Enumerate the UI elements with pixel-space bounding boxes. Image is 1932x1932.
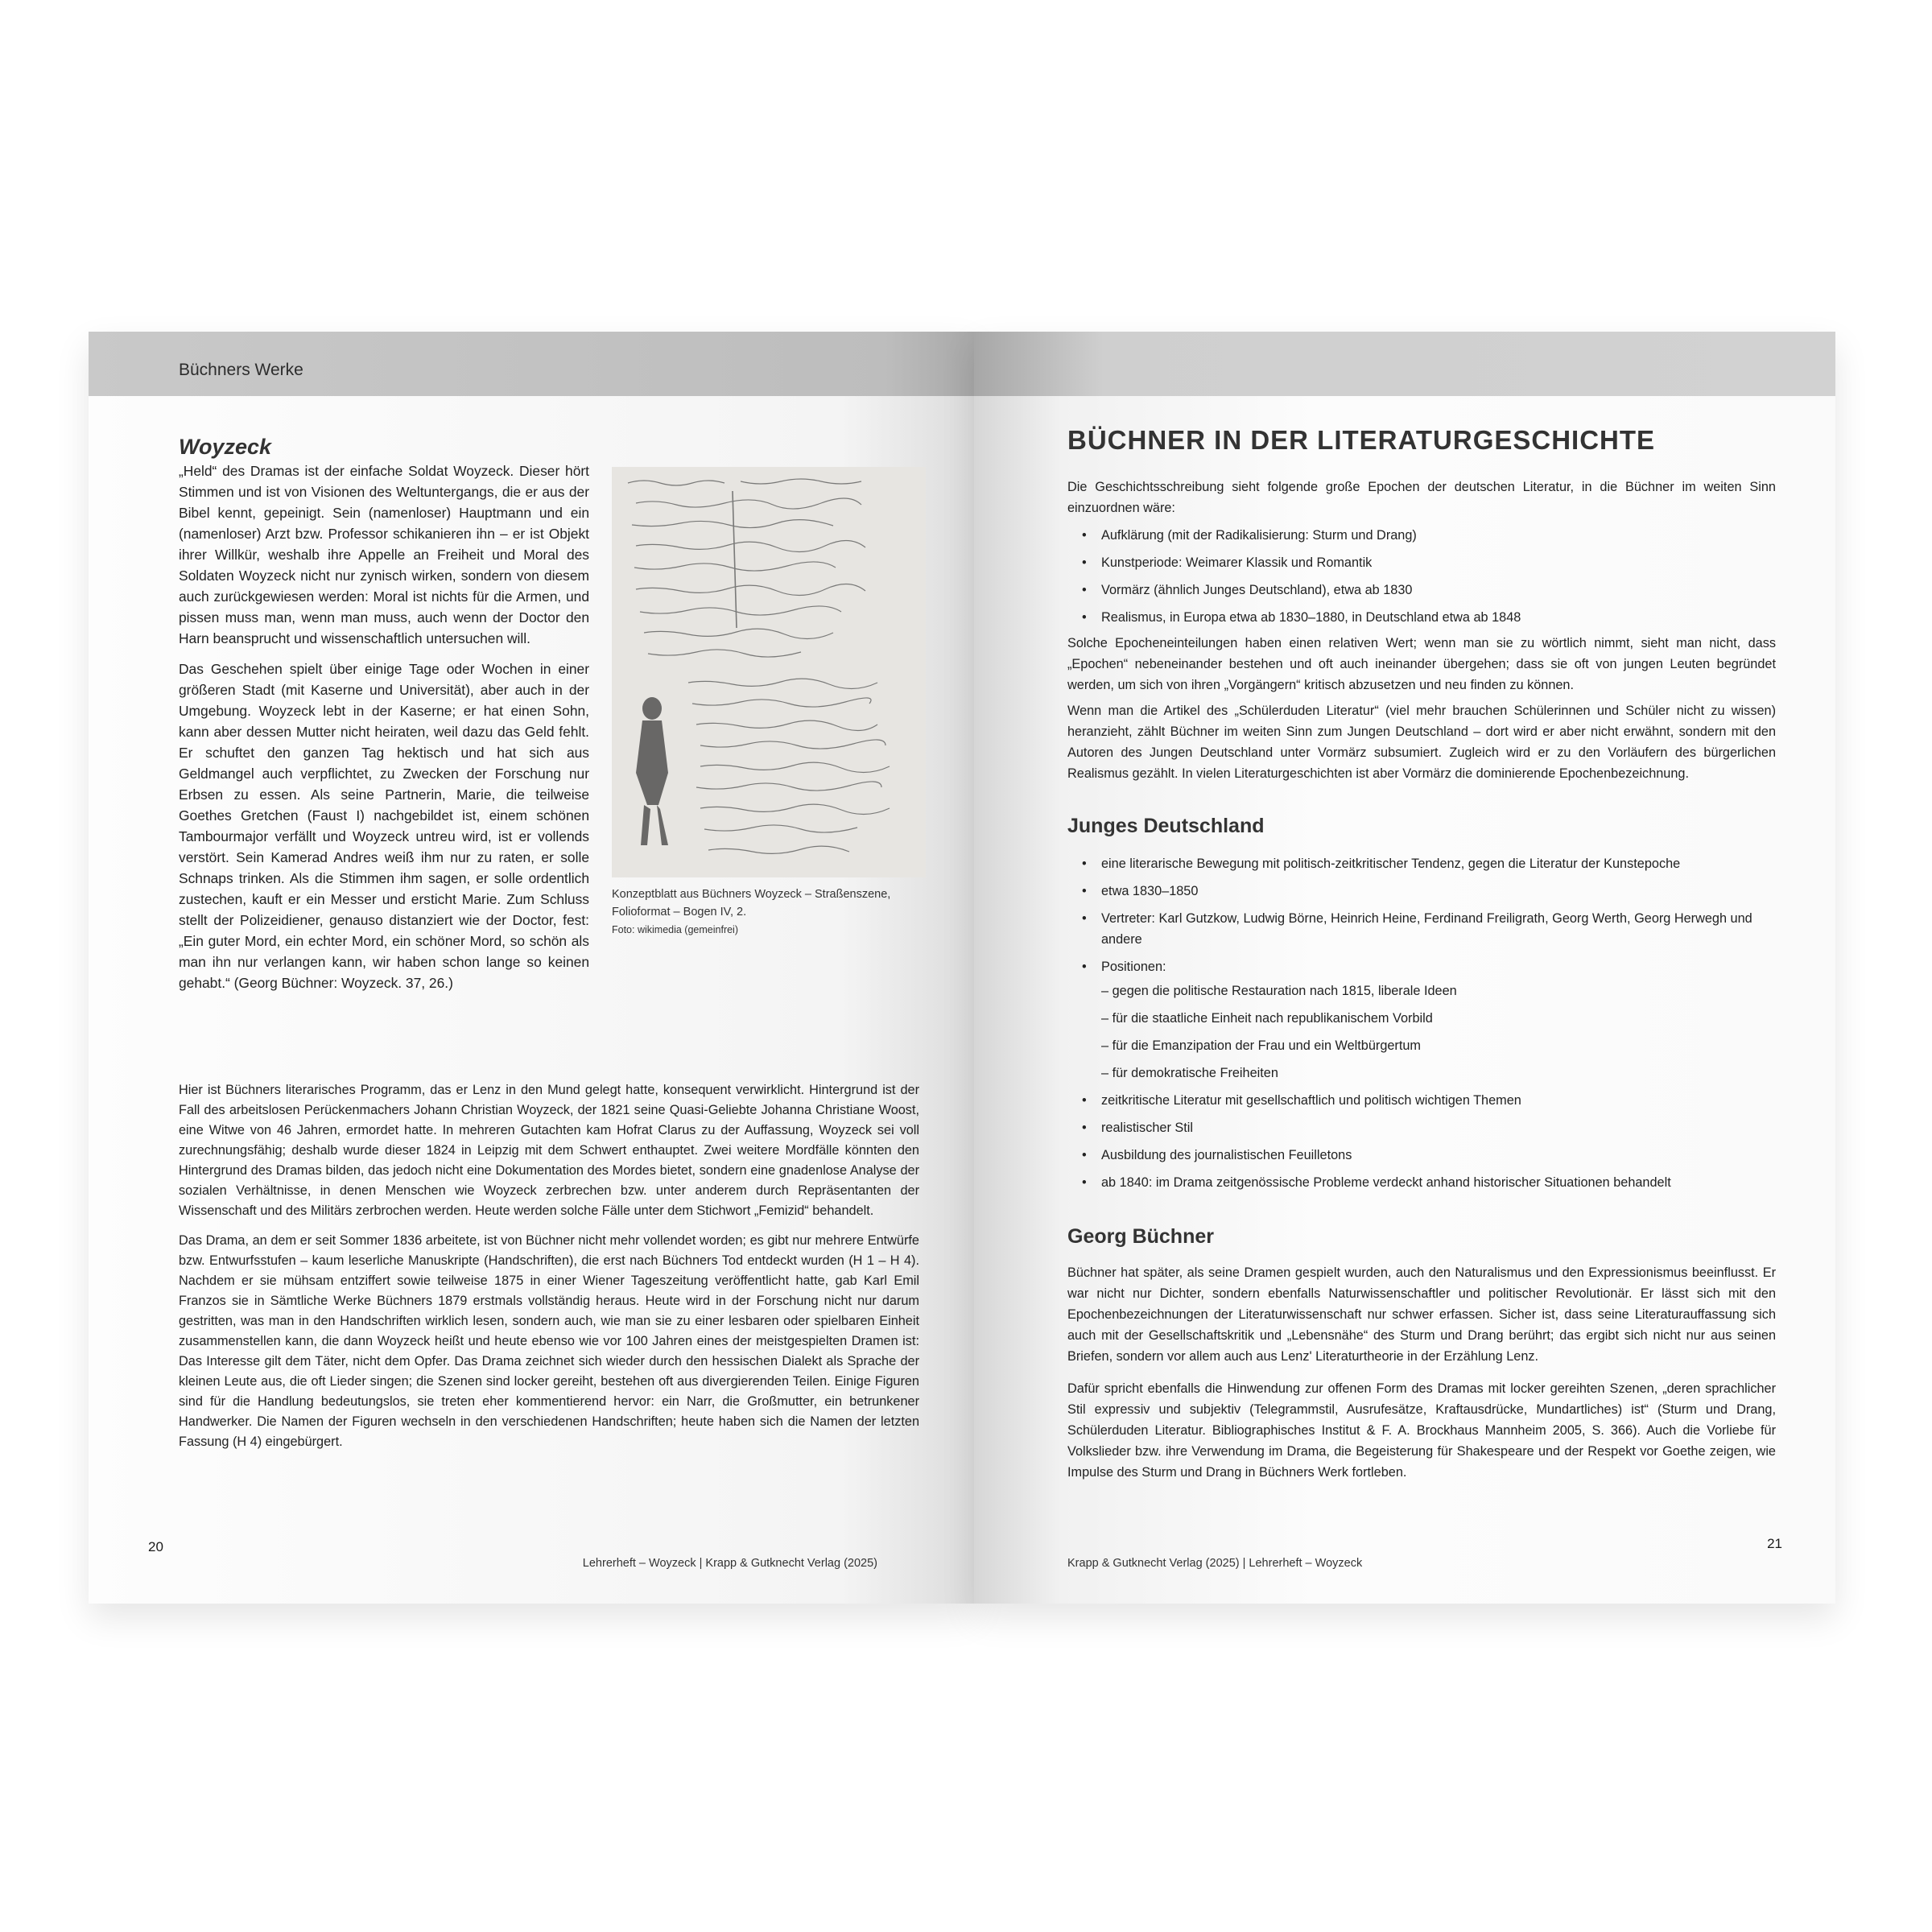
paragraph: Das Drama, an dem er seit Sommer 1836 arbeitete, ist von Büchner nicht mehr vollendet worden; es gibt nur mehrere Entwürfe bzw. Entwurfsstufen – kaum leserliche Manuskripte (Handschriften), die erst nach Büchners Tod entdeckt wurden (H 1 – H 4). Nachdem er sie mühsam entziffert sowie teilweise 1875 in einer Wiener Tageszeitung veröffentlicht hatte, gab Karl Emil Franzos sie in Sämtliche Werke Büchners 1879 erstmals vollständig heraus. Heute wird in der Forschung nicht nur darum gestritten, was man in den Handschriften wirklich lesen, sondern auch, wie man sie zu einer lesbaren oder spielbaren Einheit zusammenstellen kann, die dann Woyzeck heißt und heute ebenso wie vor 100 Jahren eines der meistgespielten Dramen ist: Das Interesse gilt dem Täter, nicht dem Opfer. Das Drama zeichnet sich wieder durch den hessischen Dialekt als Sprache der kleinen Leute aus, die oft Lieder singen; die Szenen sind locker gereiht, bestehen oft aus divergierenden Teilen. Einige Figuren sind für die Handlung bedeutungslos, sie treten eher kommentierend hervor: ein Narr, die Großmutter, ein betrunkener Handwerker. Die Namen der Figuren wechseln in den verschiedenen Handschriften; heute haben sich die Namen der letzten Fassung (H 4) eingebürgert.	[179, 1233, 919, 1449]
body-text	[1067, 633, 1776, 789]
list-item: • Realismus, in Europa etwa ab 1830–1880, in Deutschland etwa ab 1848	[1079, 607, 1771, 628]
page-footer: Krapp & Gutknecht Verlag (2025) | Lehrerheft – Woyzeck	[1067, 1557, 1363, 1570]
subhead-junges-deutschland: Junges Deutschland	[1067, 815, 1265, 837]
list-item	[1079, 956, 1771, 1084]
list-item: • Kunstperiode: Weimarer Klassik und Romantik	[1079, 552, 1771, 573]
list-item: • Aufklärung (mit der Radikalisierung: Sturm und Drang)	[1079, 525, 1771, 546]
paragraph: Hier ist Büchners literarisches Programm, das er Lenz in den Mund gelegt hatte, konsequent verwirklicht. Hintergrund ist der Fall des arbeitslosen Perückenmachers Johann Christian Woyzeck, der 1821 seine Quasi-Geliebte Johanna Christiane Woost, eine Witwe von 46 Jahren, ermordet hatte. In mehreren Gutachten kam Hofrat Clarus zu der Auffassung, Woyzeck sei voll zurechnungsfähig; deshalb wurde dieser 1824 in Leipzig mit dem Schwert enthauptet. Zwei weitere Mordfälle könnten den Hintergrund des Dramas bilden, das jedoch nicht eine Dokumentation des Mordes bietet, sondern eine gnadenlose Analyse der sozialen Verhältnisse, in denen Menschen wie Woyzeck zerbrechen bzw. unter anderem durch Repräsentanten der Wissenschaft und des Militärs zerbrochen werden. Heute werden solche Fälle unter dem Stichwort „Femizid“ behandelt.	[179, 1083, 919, 1218]
list-item: • Ausbildung des journalistischen Feuilletons	[1079, 1145, 1771, 1166]
running-head: Büchners Werke	[179, 361, 303, 379]
list-item: • zeitkritische Literatur mit gesellschaftlich und politisch wichtigen Themen	[1079, 1090, 1771, 1111]
intro-text: Die Geschichtsschreibung sieht folgende große Epochen der deutschen Literatur, in die Büchner im weiten Sinn einzuordnen wäre:	[1067, 480, 1776, 515]
caption-credit: Foto: wikimedia (gemeinfrei)	[612, 924, 738, 935]
right-page	[974, 332, 1835, 1604]
page-number: 21	[1767, 1536, 1782, 1551]
section-title: Woyzeck	[179, 435, 272, 459]
page-footer: Lehrerheft – Woyzeck | Krapp & Gutknecht Verlag (2025)	[582, 1557, 877, 1570]
caption-line: Konzeptblatt aus Büchners Woyzeck – Straßenszene,	[612, 888, 891, 901]
list-item: • etwa 1830–1850	[1079, 881, 1771, 902]
header-bar	[974, 332, 1835, 396]
positions-label: Positionen:	[1101, 960, 1166, 974]
position-item: – für die staatliche Einheit nach republikanischem Vorbild	[1101, 1011, 1433, 1026]
list-item: • realistischer Stil	[1079, 1117, 1771, 1138]
full-width-text	[179, 1080, 919, 1462]
caption-line: Folioformat – Bogen IV, 2.	[612, 906, 747, 919]
position-item: – für demokratische Freiheiten	[1101, 1066, 1278, 1080]
book-spread	[64, 332, 1835, 1620]
body-text	[1067, 1262, 1776, 1488]
epoch-list	[1079, 525, 1771, 634]
manuscript-image	[612, 467, 926, 877]
page-title: BÜCHNER IN DER LITERATURGESCHICHTE	[1067, 425, 1656, 455]
jd-list	[1079, 853, 1771, 1199]
position-item: – für die Emanzipation der Frau und ein Weltbürgertum	[1101, 1038, 1421, 1053]
list-item: • ab 1840: im Drama zeitgenössische Probleme verdeckt anhand historischer Situationen behandelt	[1079, 1172, 1771, 1193]
page-number: 20	[148, 1539, 163, 1554]
figure-caption	[612, 886, 926, 939]
paragraph: Büchner hat später, als seine Dramen gespielt wurden, auch den Naturalismus und den Expressionismus beeinflusst. Er war nicht nur Dichter, sondern ebenfalls Naturwissenschaftler und politischer Revolutionär. Er lässt sich mit den Epochenbezeichnungen der Literaturwissenschaft nur schwer erfassen. Sicher ist, dass seine Literaturauffassung sich auch mit der Gesellschaftskritik und „Lebensnähe“ des Sturm und Drang berührt; das ergibt sich nicht nur aus seinen Briefen, sondern vor allem auch aus Lenz' Literaturtheorie in der Erzählung Lenz.	[1067, 1265, 1776, 1364]
manuscript-figure	[612, 467, 926, 958]
paragraph: Dafür spricht ebenfalls die Hinwendung zur offenen Form des Dramas mit locker gereihten Szenen, „deren sprachlicher Stil expressiv und subjektiv (Telegrammstil, Ausrufesätze, Kraftausdrücke, Mundartliches) ist“ (Sturm und Drang, Schülerduden Literatur. Bibliographisches Institut & F. A. Brockhaus Mannheim 2005, S. 366). Auch die Vorliebe für Volkslieder bzw. ihre Verwendung im Drama, die Begeisterung für Shakespeare und der Respekt vor Goethe zeigen, wie Impulse des Sturm und Drang in Büchners Werk fortleben.	[1067, 1381, 1776, 1480]
position-item: – gegen die politische Restauration nach 1815, liberale Ideen	[1101, 984, 1457, 998]
list-item: • Vertreter: Karl Gutzkow, Ludwig Börne, Heinrich Heine, Ferdinand Freiligrath, Georg Werth, Georg Herwegh und andere	[1079, 908, 1771, 950]
paragraph: „Held“ des Dramas ist der einfache Soldat Woyzeck. Dieser hört Stimmen und ist von Visionen des Weltuntergangs, die er aus der Bibel kennt, gepeinigt. Sein (namenloser) Hauptmann und ein (namenloser) Arzt bzw. Professor schikanieren ihn – er ist Objekt ihrer Willkür, weshalb ihre Appelle an Freiheit und Moral des Soldaten Woyzeck nicht nur zynisch wirken, sondern von diesem auch zurückgewiesen werden: Moral ist nichts für die Armen, und pissen muss man, wenn man muss, auch wenn der Doctor den Harn beansprucht und wissenschaftlich untersuchen will.	[179, 463, 589, 646]
left-page	[89, 332, 974, 1604]
list-item: • Vormärz (ähnlich Junges Deutschland), etwa ab 1830	[1079, 580, 1771, 601]
subhead-georg-buechner: Georg Büchner	[1067, 1225, 1214, 1248]
paragraph: Solche Epocheneinteilungen haben einen relativen Wert; wenn man sie zu wörtlich nimmt, sieht man nicht, dass „Epochen“ nebeneinander bestehen und oft auch ineinander übergehen; dass sie oft von jungen Leuten begründet werden, um sich von ihren „Vorgängern“ kritisch abzusetzen und neu finden zu können.	[1067, 636, 1776, 692]
column-text	[179, 460, 589, 1003]
positions-list	[1101, 980, 1771, 1084]
list-item: • eine literarische Bewegung mit politisch-zeitkritischer Tendenz, gegen die Literatur der Kunstepoche	[1079, 853, 1771, 874]
paragraph: Das Geschehen spielt über einige Tage oder Wochen in einer größeren Stadt (mit Kaserne und Universität), aber auch in der Umgebung. Woyzeck lebt in der Kaserne; er hat einen Sohn, kann aber dessen Mutter nicht heiraten, weil dazu das Geld fehlt. Er schuftet den ganzen Tag hektisch und hat sich aus Geldmangel auch verpflichtet, zu Zwecken der Forschung nur Erbsen zu essen. Als seine Partnerin, Marie, die teilweise Goethes Gretchen (Faust I) nachgebildet ist, einem schönen Tambourmajor verfällt und Woyzeck untreu wird, ist er vollends verstört. Sein Kamerad Andres weiß ihm nur zu raten, er solle Schnaps trinken. Als die Stimmen ihm sagen, er solle ordentlich zustechen, kauft er ein Messer und ersticht Marie. Zum Schluss stellt der Polizeidiener, genauso distanziert wie der Doctor, fest: „Ein guter Mord, ein echter Mord, ein schöner Mord, so schön als man ihn nur verlangen kann, wir haben schon lange so keinen gehabt.“ (Georg Büchner: Woyzeck. 37, 26.)	[179, 661, 589, 991]
paragraph: Wenn man die Artikel des „Schülerduden Literatur“ (viel mehr brauchen Schülerinnen und Schüler nicht zu wissen) heranzieht, zählt Büchner im weiten Sinn zum Jungen Deutschland – dort wird er aber nicht erwähnt, sondern mit den Autoren des Jungen Deutschland unter Vormärz subsumiert. Zugleich wird er zu den Vorläufern des bürgerlichen Realismus gezählt. In vielen Literaturgeschichten ist aber Vormärz die dominierende Epochenbezeichnung.	[1067, 704, 1776, 781]
